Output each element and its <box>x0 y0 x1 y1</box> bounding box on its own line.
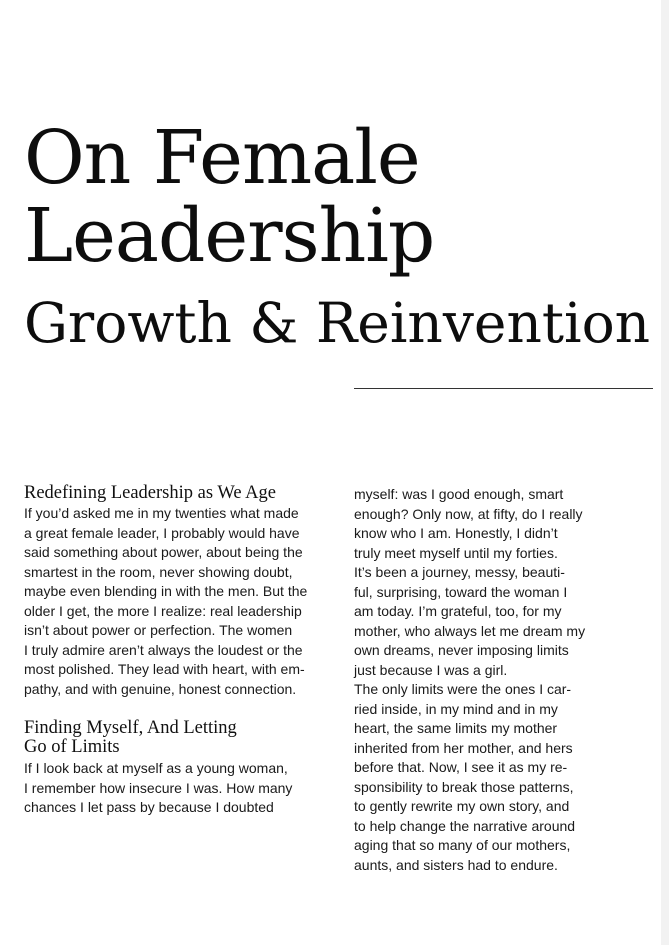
body-line: It’s been a journey, messy, beauti- <box>354 564 565 580</box>
body-line: I truly admire aren’t always the loudest or the <box>24 641 303 658</box>
heading-line: Redefining Leadership as We Age <box>24 483 276 503</box>
body-line: myself: was I good enough, smart <box>354 486 564 502</box>
body-line: to gently rewrite my own story, and <box>354 798 570 814</box>
body-line: before that. Now, I see it as my re- <box>354 759 568 775</box>
body-line: smartest in the room, never showing doubt, <box>24 563 293 580</box>
body-line: older I get, the more I realize: real leadership <box>24 602 302 619</box>
body-line: to help change the narrative around <box>354 817 576 834</box>
column-2-body <box>354 485 585 875</box>
section-body-redefining-leadership <box>24 504 307 699</box>
body-line: aunts, and sisters had to endure. <box>354 856 558 873</box>
section-heading-redefining-leadership <box>24 484 324 503</box>
body-line: chances I let pass by because I doubted <box>24 799 274 815</box>
body-line: ful, surprising, toward the woman I <box>354 583 568 600</box>
title-line-2: Leadership <box>24 193 435 279</box>
body-line: am today. I’m grateful, too, for my <box>354 603 562 619</box>
body-line: a great female leader, I probably would have <box>24 524 300 541</box>
horizontal-rule <box>354 388 653 389</box>
body-line: If I look back at myself as a young woman, <box>24 760 288 776</box>
body-line: isn’t about power or perfection. The women <box>24 622 293 638</box>
page-edge-shadow <box>661 0 669 945</box>
body-line: just because I was a girl. <box>354 661 508 678</box>
subtitle: Growth & Reinvention <box>24 291 651 355</box>
body-line: said something about power, about being the <box>24 544 303 560</box>
heading-line: Go of Limits <box>24 737 120 757</box>
title-line-1: On Female <box>24 115 420 201</box>
body-line: The only limits were the ones I car- <box>354 681 572 697</box>
body-line: ried inside, in my mind and in my <box>354 700 558 717</box>
body-line: own dreams, never imposing limits <box>354 642 569 658</box>
body-line: sponsibility to break those patterns, <box>354 778 574 795</box>
body-line: most polished. They lead with heart, with em- <box>24 661 305 677</box>
section-body-finding-myself <box>24 759 292 818</box>
body-line: enough? Only now, at fifty, do I really <box>354 505 583 522</box>
body-line: I remember how insecure I was. How many <box>24 779 293 796</box>
body-line: heart, the same limits my mother <box>354 720 558 736</box>
body-line: truly meet myself until my forties. <box>354 544 558 561</box>
body-line: inherited from her mother, and hers <box>354 739 573 756</box>
body-line: know who I am. Honestly, I didn’t <box>354 525 558 541</box>
section-heading-finding-myself <box>24 719 324 757</box>
body-line: aging that so many of our mothers, <box>354 837 571 853</box>
body-line: maybe even blending in with the men. But the <box>24 583 308 599</box>
body-line: If you’d asked me in my twenties what made <box>24 505 299 521</box>
heading-line: Finding Myself, And Letting <box>24 718 237 738</box>
body-line: mother, who always let me dream my <box>354 622 586 639</box>
body-line: pathy, and with genuine, honest connection. <box>24 680 297 697</box>
